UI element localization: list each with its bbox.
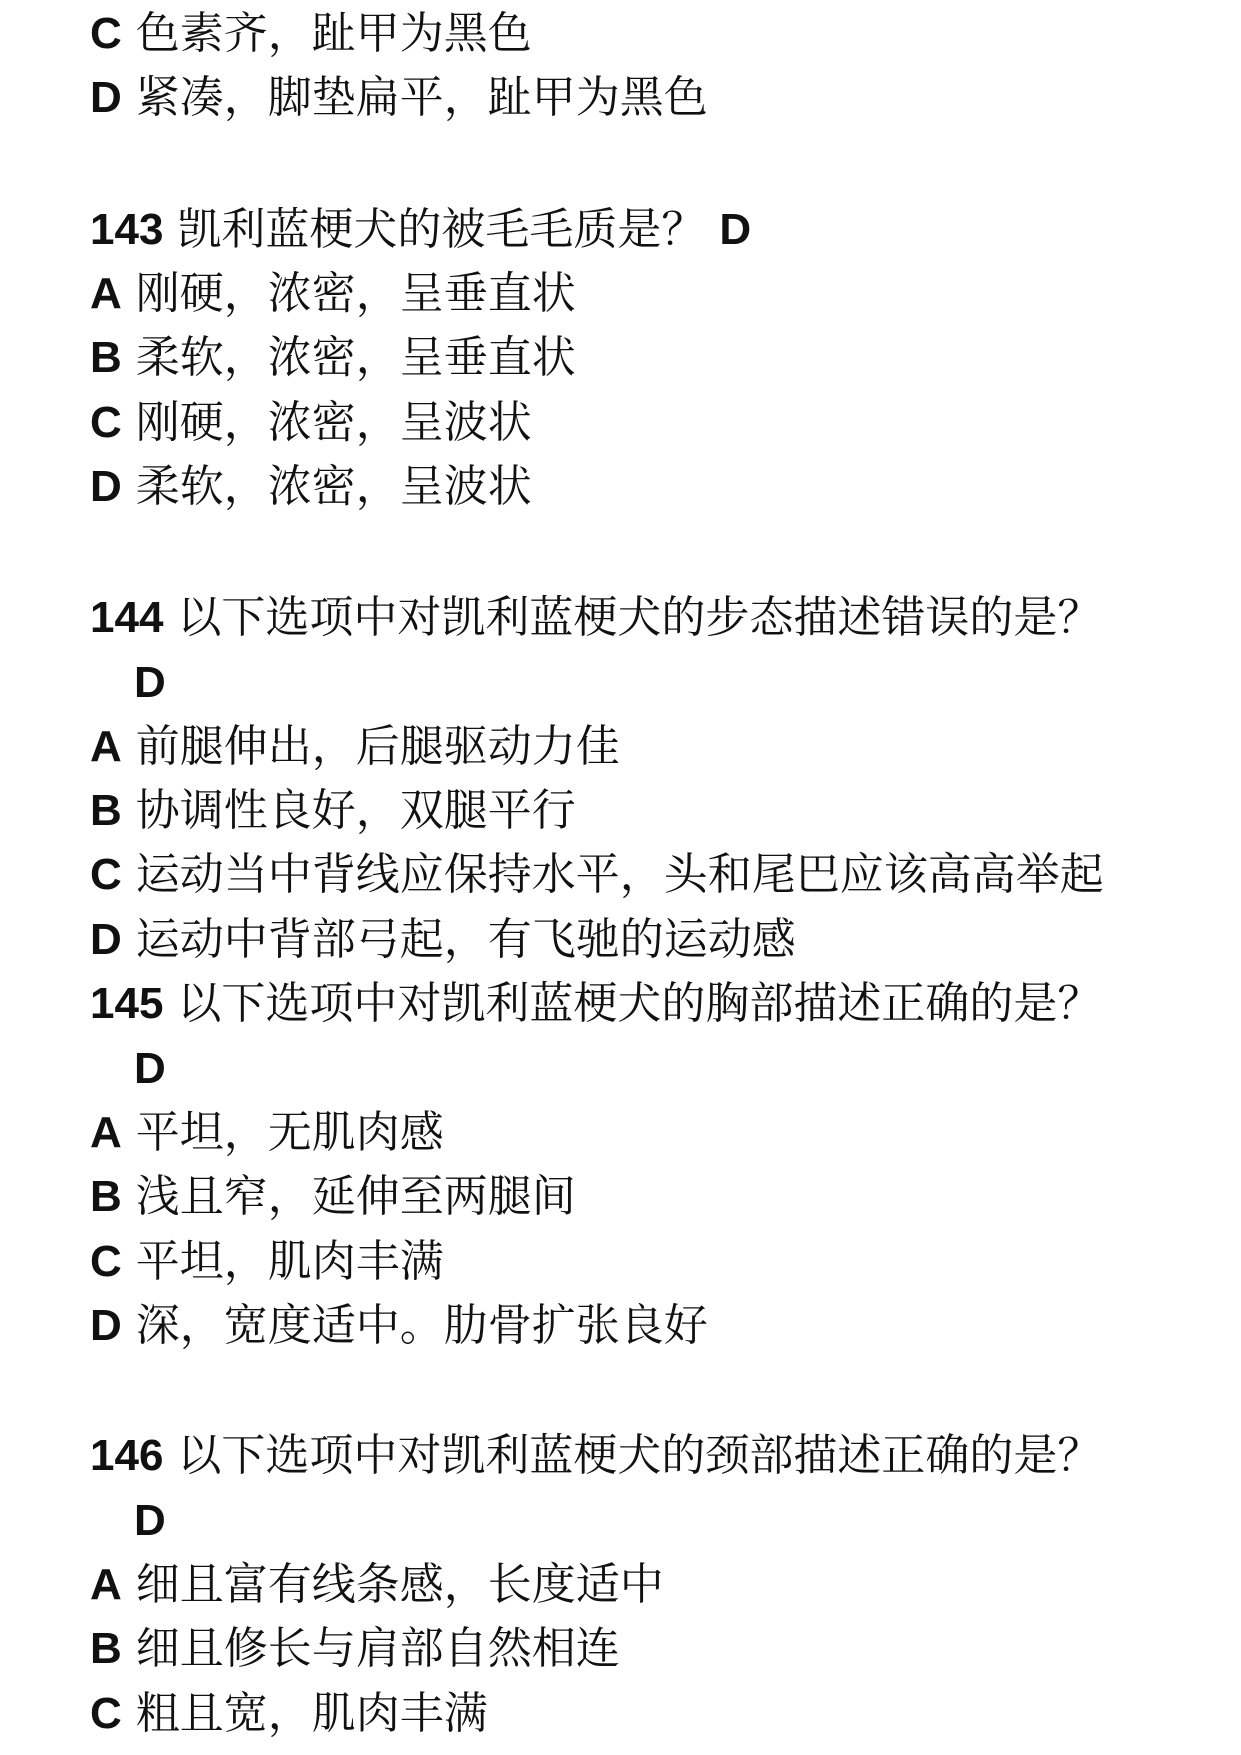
- option-label: B: [90, 1624, 122, 1673]
- option-text: 细且富有线条感，长度适中: [135, 1559, 664, 1610]
- option-text: 浅且窄，延伸至两腿间: [135, 1171, 576, 1222]
- option-line: [90, 1623, 620, 1674]
- option-text: 柔软，浓密，呈垂直状: [135, 332, 576, 383]
- option-label: A: [90, 269, 122, 318]
- answer-key: D: [134, 1044, 166, 1093]
- question-144: [90, 592, 1102, 643]
- option-label: D: [90, 73, 122, 122]
- option-label: A: [90, 722, 122, 771]
- option-text: 平坦，无肌肉感: [135, 1107, 444, 1158]
- question-number: 146: [90, 1431, 164, 1480]
- answer-line: [134, 658, 166, 707]
- option-line: [90, 785, 576, 836]
- option-text: 深，宽度适中。肋骨扩张良好: [135, 1300, 708, 1351]
- option-line: [90, 914, 796, 965]
- question-143: [90, 204, 752, 255]
- option-line: [90, 1688, 488, 1739]
- option-text: 前腿伸出，后腿驱动力佳: [135, 721, 620, 772]
- option-label: B: [90, 786, 122, 835]
- option-label: D: [90, 915, 122, 964]
- option-text: 刚硬，浓密，呈垂直状: [135, 268, 576, 319]
- option-label: D: [90, 462, 122, 511]
- option-label: B: [90, 1172, 122, 1221]
- option-line: [90, 461, 532, 512]
- option-text: 紧凑，脚垫扁平，趾甲为黑色: [135, 72, 708, 123]
- answer-key: D: [134, 1496, 166, 1545]
- option-text: 协调性良好，双腿平行: [135, 785, 576, 836]
- option-line: [90, 72, 708, 123]
- question-text: 以下选项中对凯利蓝梗犬的步态描述错误的是？: [177, 592, 1102, 643]
- option-text: 刚硬，浓密，呈波状: [135, 397, 532, 448]
- option-label: A: [90, 1108, 122, 1157]
- question-number: 143: [90, 205, 164, 254]
- option-label: C: [90, 1689, 122, 1738]
- option-text: 运动中背部弓起，有飞驰的运动感: [135, 914, 796, 965]
- option-line: [90, 332, 576, 383]
- option-line: [90, 268, 576, 319]
- answer-line: [134, 1496, 166, 1545]
- answer-key: D: [719, 205, 752, 254]
- option-text: 色素齐，趾甲为黑色: [135, 8, 532, 59]
- option-text: 柔软，浓密，呈波状: [135, 461, 532, 512]
- question-text: 以下选项中对凯利蓝梗犬的颈部描述正确的是？: [177, 1430, 1102, 1481]
- option-line: [90, 1559, 664, 1610]
- option-line: [90, 1171, 576, 1222]
- option-label: C: [90, 9, 122, 58]
- option-label: B: [90, 333, 122, 382]
- option-line: [90, 721, 620, 772]
- option-label: C: [90, 398, 122, 447]
- option-line: [90, 397, 532, 448]
- option-line: [90, 849, 1104, 900]
- option-text: 粗且宽，肌肉丰满: [135, 1688, 488, 1739]
- answer-line: [134, 1044, 166, 1093]
- option-line: [90, 1300, 708, 1351]
- answer-key: D: [134, 658, 166, 707]
- question-145: [90, 978, 1102, 1029]
- option-label: C: [90, 1237, 122, 1286]
- option-text: 运动当中背线应保持水平，头和尾巴应该高高举起: [135, 849, 1104, 900]
- question-text: 以下选项中对凯利蓝梗犬的胸部描述正确的是？: [177, 978, 1102, 1029]
- option-label: A: [90, 1560, 122, 1609]
- question-number: 144: [90, 593, 164, 642]
- option-line: [90, 8, 532, 59]
- option-text: 平坦，肌肉丰满: [135, 1236, 444, 1287]
- question-number: 145: [90, 979, 164, 1028]
- question-146: [90, 1430, 1102, 1481]
- option-text: 细且修长与肩部自然相连: [135, 1623, 620, 1674]
- option-line: [90, 1236, 444, 1287]
- option-line: [90, 1107, 444, 1158]
- question-text: 凯利蓝梗犬的被毛毛质是？: [177, 204, 706, 255]
- option-label: D: [90, 1301, 122, 1350]
- option-label: C: [90, 850, 122, 899]
